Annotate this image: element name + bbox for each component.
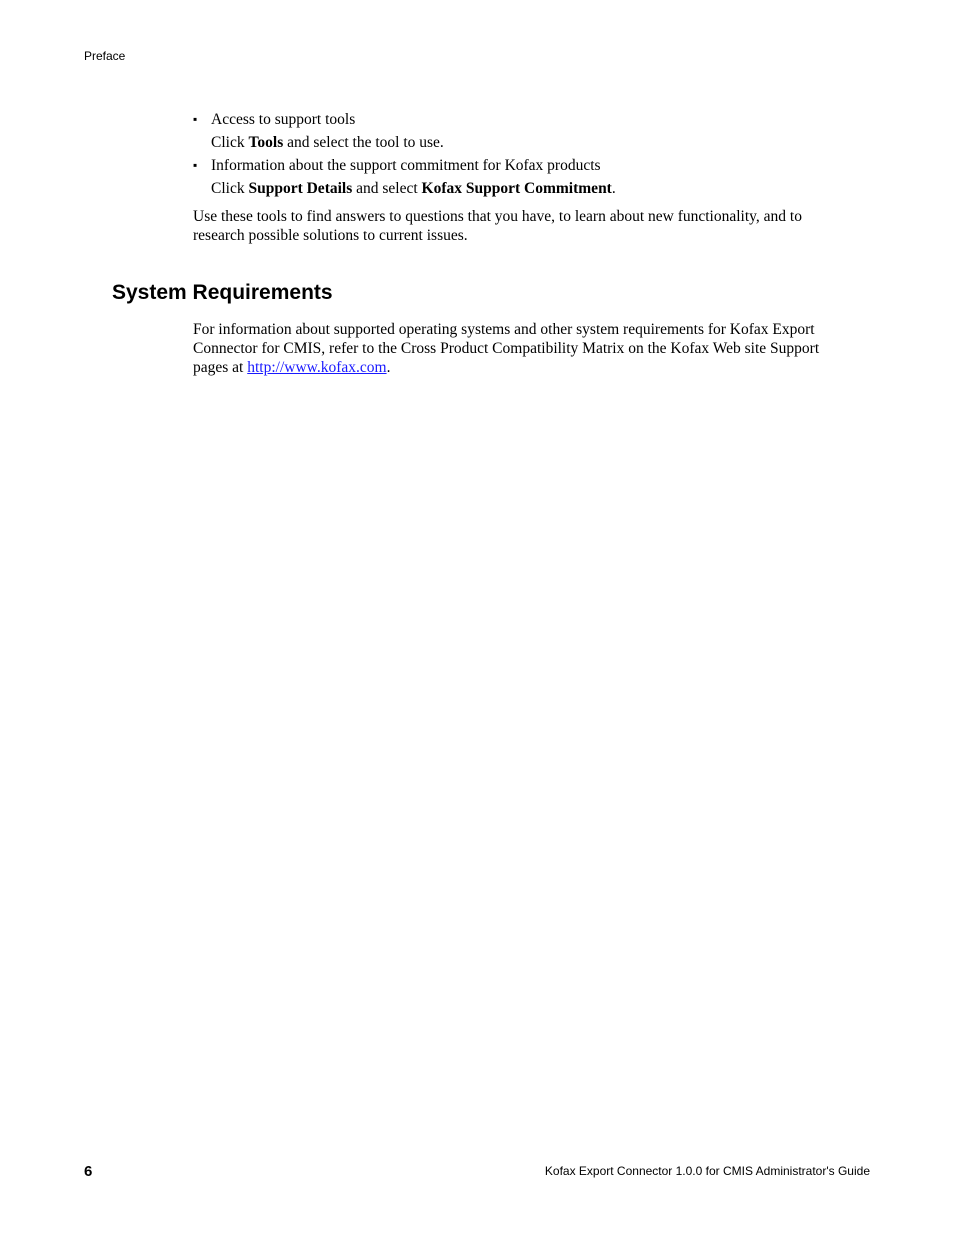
detail-middle: and select xyxy=(352,180,422,197)
preface-content xyxy=(193,110,853,245)
detail-bold-term: Tools xyxy=(248,134,284,151)
bullet-square-icon: ▪ xyxy=(193,112,198,126)
support-bullet-list xyxy=(193,110,853,198)
bullet-detail xyxy=(211,133,853,152)
tools-paragraph: Use these tools to find answers to questions that you have, to learn about new functionality, and to research possible solutions to current issues. xyxy=(193,208,802,244)
list-item xyxy=(193,110,853,152)
section-body-suffix: . xyxy=(386,359,391,376)
list-item xyxy=(193,156,853,198)
section-body xyxy=(193,320,853,377)
detail-middle: and select the tool to use. xyxy=(283,134,444,151)
section-body-text: For information about supported operating systems and other system requirements for Kofax Export Connector for CMIS, refer to the Cross Product Compatibility Matrix on the Kofax Web site Support pages at xyxy=(193,321,820,376)
page-number: 6 xyxy=(84,1163,93,1180)
section-heading: System Requirements xyxy=(112,281,333,304)
kofax-website-link[interactable]: http://www.kofax.com xyxy=(247,359,387,376)
bullet-square-icon: ▪ xyxy=(193,158,198,172)
footer-guide-title: Kofax Export Connector 1.0.0 for CMIS Administrator's Guide xyxy=(544,1164,870,1178)
bullet-detail xyxy=(211,179,853,198)
bullet-title: Information about the support commitment for Kofax products xyxy=(211,157,601,174)
detail-bold-term: Support Details xyxy=(248,180,353,197)
detail-prefix: Click xyxy=(211,180,249,197)
detail-prefix: Click xyxy=(211,134,249,151)
detail-bold-term: Kofax Support Commitment xyxy=(421,180,612,197)
detail-suffix: . xyxy=(611,180,616,197)
running-header: Preface xyxy=(84,49,126,63)
bullet-title: Access to support tools xyxy=(211,111,356,128)
